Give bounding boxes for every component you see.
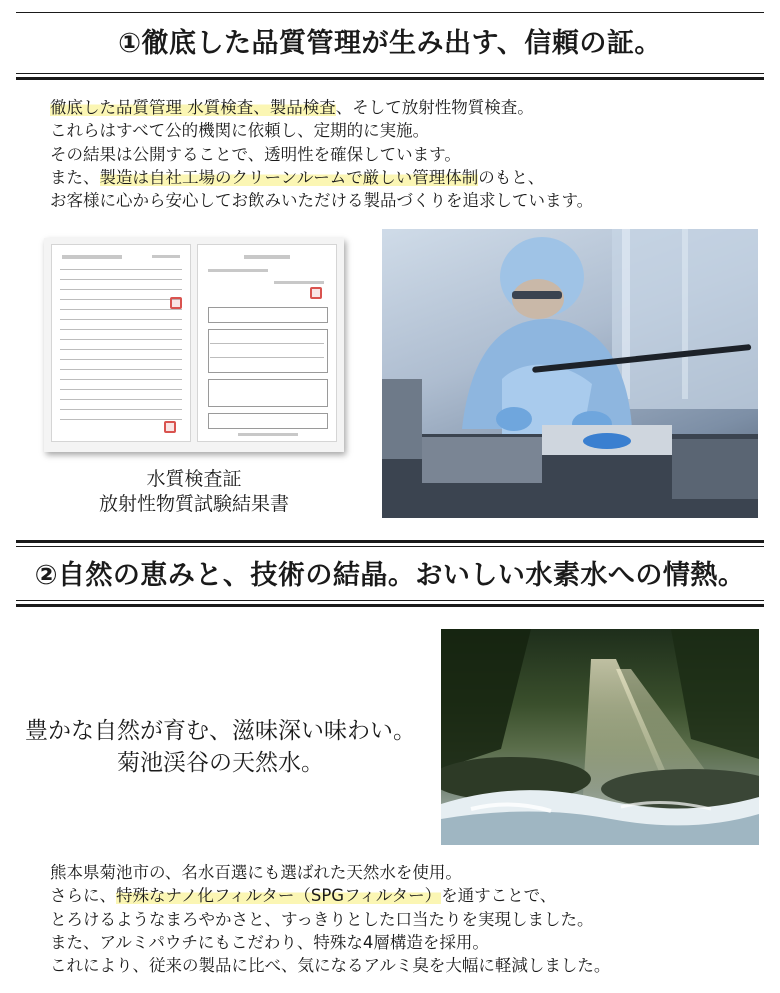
text-segment: のもと、 <box>478 167 545 187</box>
clean-room-illustration <box>382 229 758 518</box>
paragraph-line <box>50 931 610 954</box>
water-inspection-document <box>51 244 191 442</box>
red-seal-icon <box>170 297 182 309</box>
nature-tagline-line1: 豊かな自然が育む、滋味深い味わい。 <box>25 718 416 744</box>
text-segment: お客様に心から安心してお飲みいただける製品づくりを追求しています。 <box>50 191 594 211</box>
paragraph-line <box>50 96 593 119</box>
paragraph-line <box>50 119 593 142</box>
paragraph-line <box>50 908 610 931</box>
section1-top-rule <box>16 12 764 13</box>
text-segment: これにより、従来の製品に比べ、気になるアルミ臭を大幅に軽減しました。 <box>50 956 611 976</box>
highlighted-text: 製造は自社工場のクリーンルームで厳しい管理体制 <box>99 167 479 187</box>
certificate-caption-line2: 放射性物質試験結果書 <box>98 493 289 515</box>
section1-bottom-rule-thick <box>16 77 764 80</box>
text-segment: 、そして放射性物質検査。 <box>335 98 534 117</box>
section1-heading: ①徹底した品質管理が生み出す、信頼の証。 <box>118 28 662 59</box>
highlighted-text: 徹底した品質管理 水質検査、製品検査 <box>50 98 336 117</box>
radioactive-test-document <box>197 244 337 442</box>
nature-tagline-line2: 菊池渓谷の天然水。 <box>117 750 324 776</box>
section2-top-rule-thick <box>16 540 764 543</box>
section2-heading: ②自然の恵みと、技術の結晶。おいしい水素水への情熱。 <box>34 560 746 591</box>
text-segment: さらに、 <box>50 886 116 906</box>
section2-top-rule-thin <box>16 546 764 547</box>
section2-bottom-rule-thin <box>16 600 764 601</box>
section1-bottom-rule-thin <box>16 73 764 74</box>
inspection-certificate-image <box>44 238 344 452</box>
red-seal-icon <box>310 287 322 299</box>
text-segment: とろけるようなまろやかさと、すっきりとした口当たりを実現しました。 <box>50 909 594 929</box>
text-segment: その結果は公開することで、透明性を確保しています。 <box>50 144 461 164</box>
kikuchi-valley-photo <box>441 629 759 845</box>
text-segment: また、 <box>50 167 100 187</box>
paragraph-line <box>50 884 610 907</box>
text-segment: また、アルミパウチにもこだわり、特殊な4層構造を採用。 <box>50 932 489 952</box>
clean-room-photo <box>382 229 758 518</box>
paragraph-line <box>50 189 593 212</box>
paragraph-line <box>50 861 610 884</box>
text-segment: 熊本県菊池市の、名水百選にも選ばれた天然水を使用。 <box>50 863 462 882</box>
quality-paragraph <box>50 96 593 212</box>
section2-bottom-rule-thick <box>16 604 764 607</box>
water-source-paragraph <box>50 861 610 977</box>
red-seal-icon <box>164 421 176 433</box>
paragraph-line <box>50 143 593 166</box>
highlighted-text: 特殊なナノ化フィルター（SPGフィルター） <box>116 886 442 906</box>
certificate-caption-line1: 水質検査証 <box>146 468 242 490</box>
paragraph-line <box>50 166 593 189</box>
forest-river-illustration <box>441 629 759 845</box>
text-segment: これらはすべて公的機関に依頼し、定期的に実施。 <box>50 121 430 141</box>
paragraph-line <box>50 954 610 977</box>
text-segment: を通すことで、 <box>441 886 557 906</box>
